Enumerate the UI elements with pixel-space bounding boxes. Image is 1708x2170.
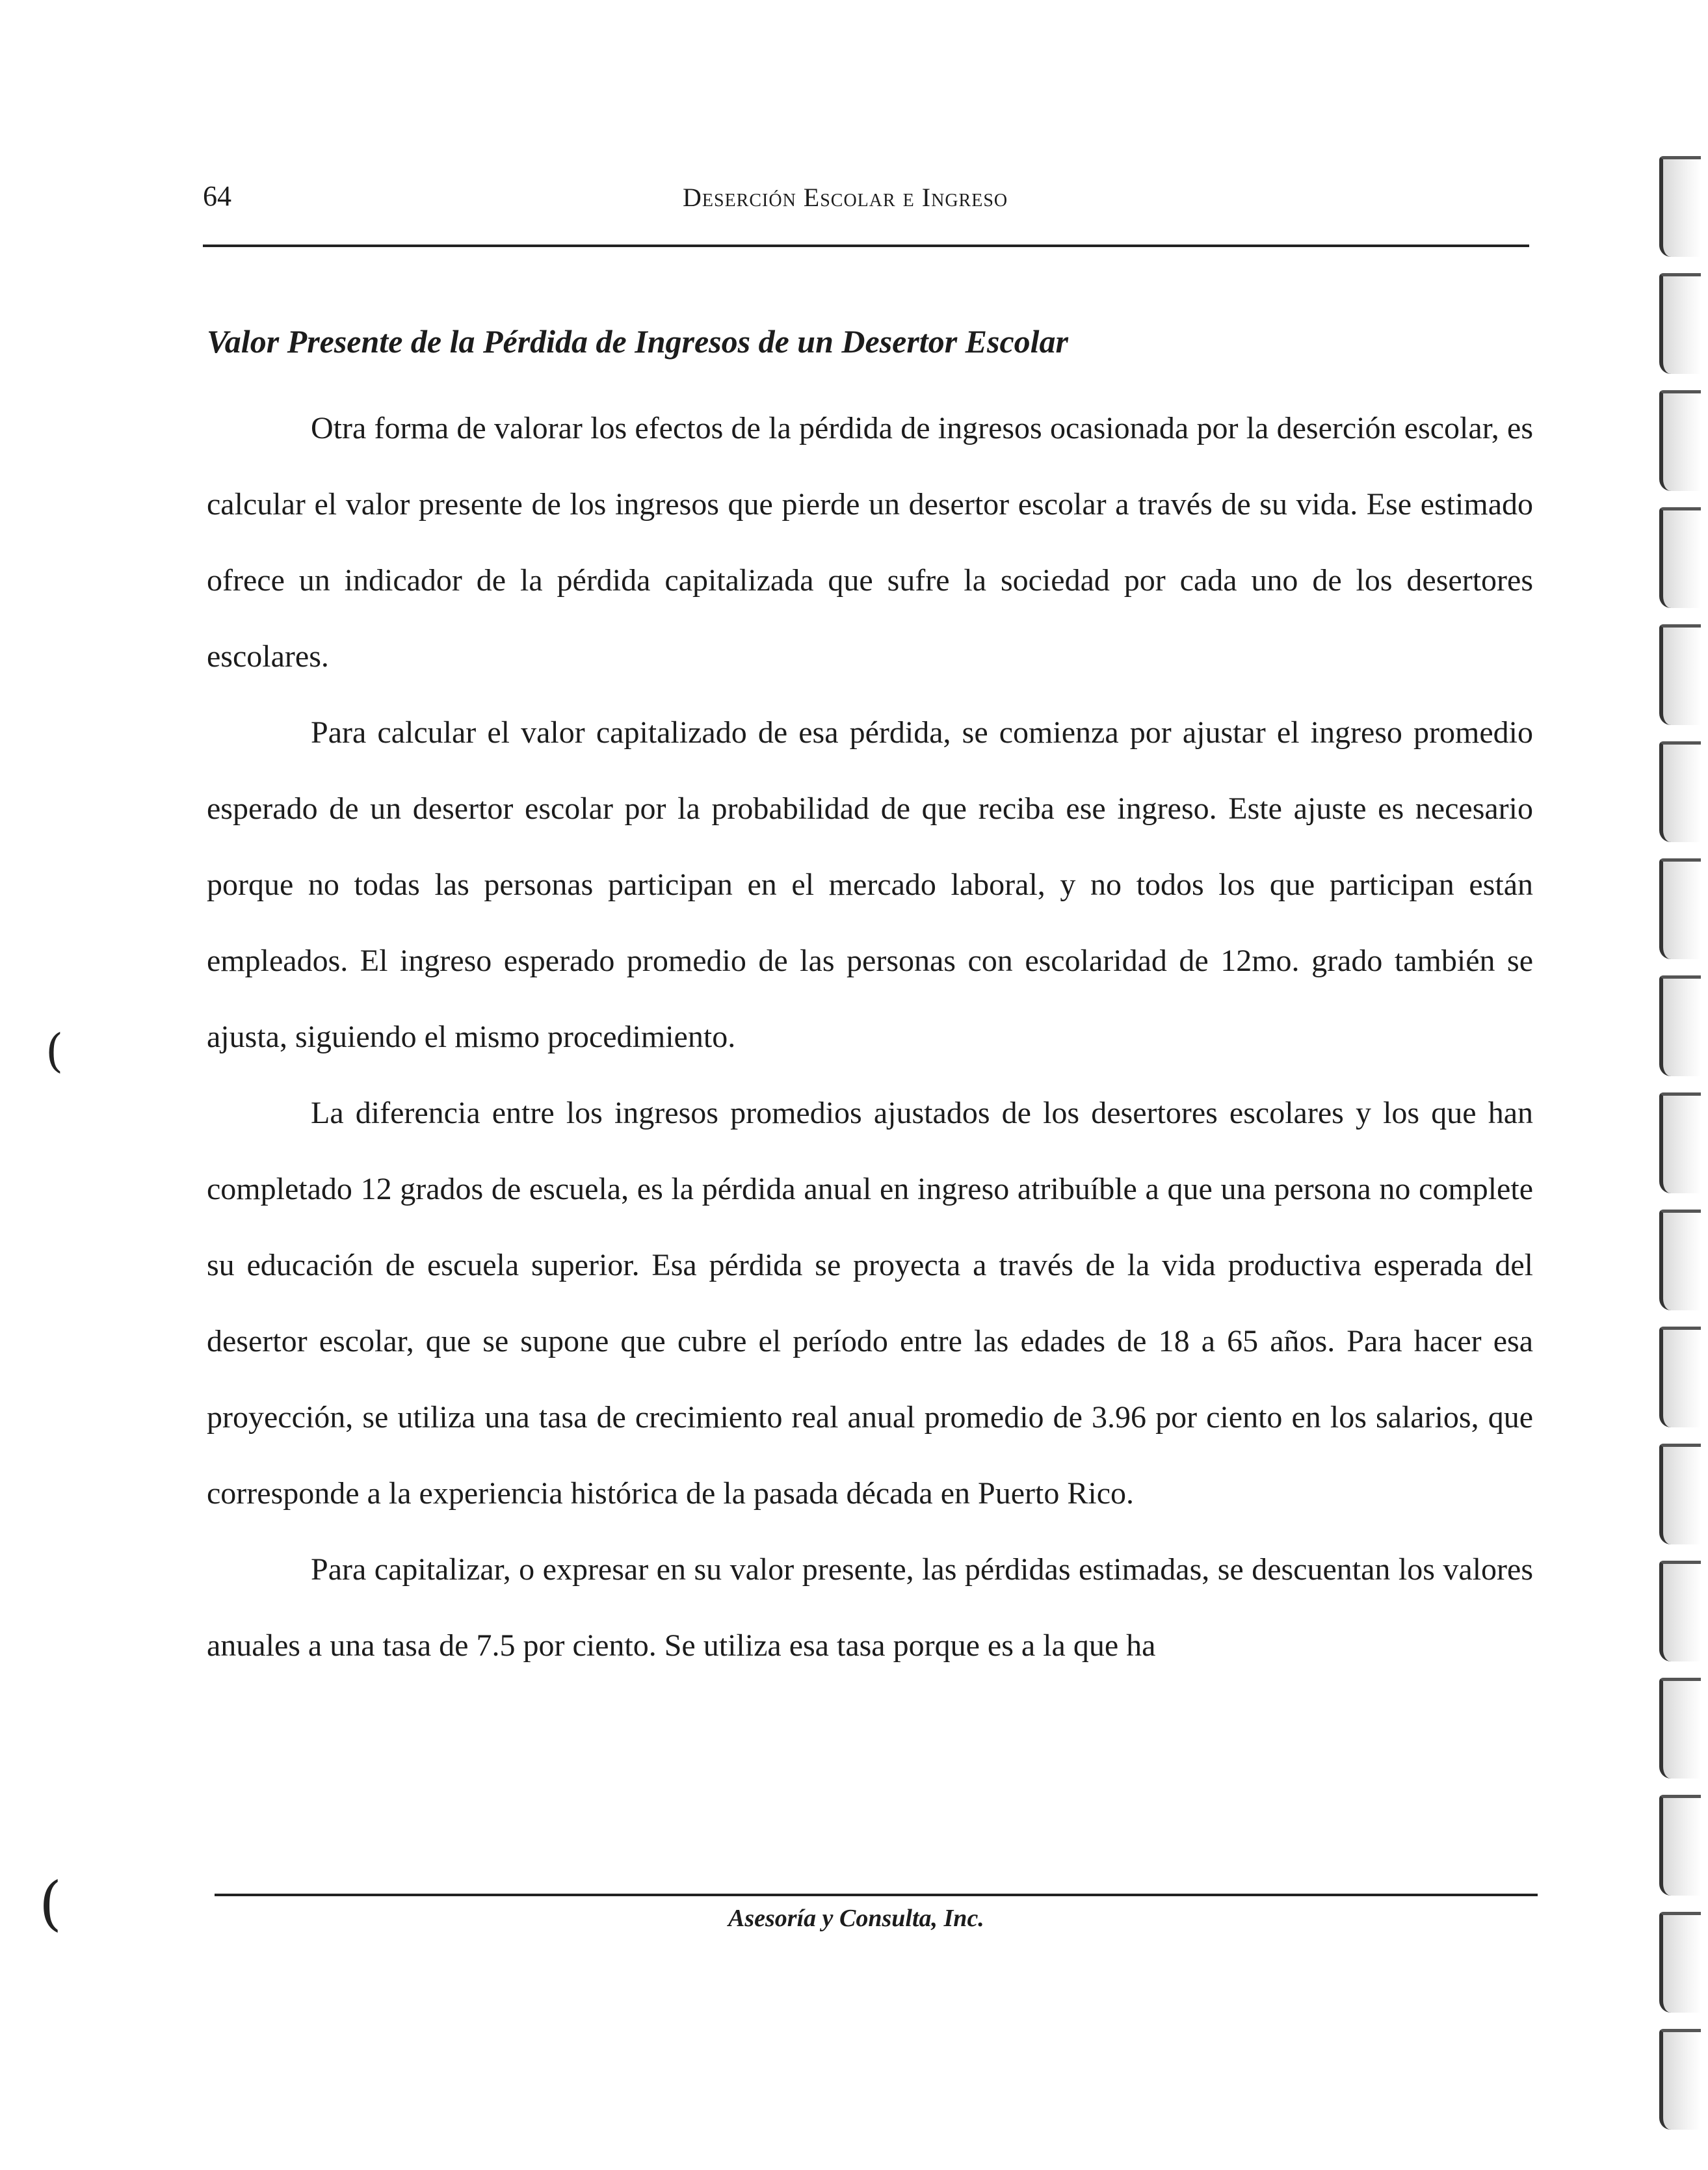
binding-loop (1659, 1912, 1701, 2013)
paragraph: Para capitalizar, o expresar en su valor presente, las pérdidas estimadas, se descuentan los valores anuales a una tasa de 7.5 por ciento. Se utiliza esa tasa porque es a la que ha (207, 1552, 1533, 1663)
paragraph: La diferencia entre los ingresos promedios ajustados de los desertores escolares y los que han completado 12 grados de escuela, es la pérdida anual en ingreso atribuíble a que una persona no complete su educación de escuela superior. Esa pérdida se proyecta a través de la vida productiva esperada del desertor escolar, que se supone que cubre el período entre las edades de 18 a 65 años. Para hacer esa proyección, se utiliza una tasa de crecimiento real anual promedio de 3.96 por ciento en los salarios, que corresponde a la experiencia histórica de la pasada década en Puerto Rico. (207, 1096, 1533, 1511)
binding-loop (1659, 390, 1701, 491)
paragraph: Para calcular el valor capitalizado de esa pérdida, se comienza por ajustar el ingreso promedio esperado de un desertor escolar por la probabilidad de que reciba ese ingreso. Este ajuste es necesario porque no todas las personas participan en el mercado laboral, y no todos los que participan están empleados. El ingreso esperado promedio de las personas con escolaridad de 12mo. grado también se ajusta, siguiendo el mismo procedimiento. (207, 715, 1533, 1054)
footer-rule (215, 1894, 1538, 1896)
paragraph: Otra forma de valorar los efectos de la pérdida de ingresos ocasionada por la deserción escolar, es calcular el valor presente de los ingresos que pierde un desertor escolar a través de su vida. Ese estimado ofrece un indicador de la pérdida capitalizada que sufre la sociedad por cada uno de los desertores escolares. (207, 411, 1533, 674)
binding-loop (1659, 1092, 1701, 1193)
spiral-binding (1646, 39, 1708, 2139)
binding-loop (1659, 1327, 1701, 1427)
header-rule (203, 245, 1529, 247)
binding-loop (1659, 507, 1701, 608)
binding-loop (1659, 1795, 1701, 1896)
body-text (207, 390, 1533, 1684)
binding-loop (1659, 975, 1701, 1076)
binding-loop (1659, 741, 1701, 842)
binding-loop (1659, 624, 1701, 725)
binding-loop (1659, 1444, 1701, 1544)
running-header-title: Deserción Escolar e Ingreso (683, 183, 1008, 212)
binding-loop (1659, 1678, 1701, 1779)
footer-text: Asesoría y Consulta, Inc. (728, 1905, 984, 1932)
page-number: 64 (203, 180, 231, 212)
binding-loop (1659, 858, 1701, 959)
binding-loop (1659, 1210, 1701, 1310)
binding-loop (1659, 273, 1701, 374)
binding-hole-mark: ( (46, 1024, 64, 1078)
section-heading: Valor Presente de la Pérdida de Ingresos de un Desertor Escolar (207, 323, 1068, 360)
binding-loop (1659, 156, 1701, 257)
binding-loop (1659, 2029, 1701, 2130)
binding-loop (1659, 1561, 1701, 1661)
binding-hole-mark: ( (39, 1870, 62, 1938)
